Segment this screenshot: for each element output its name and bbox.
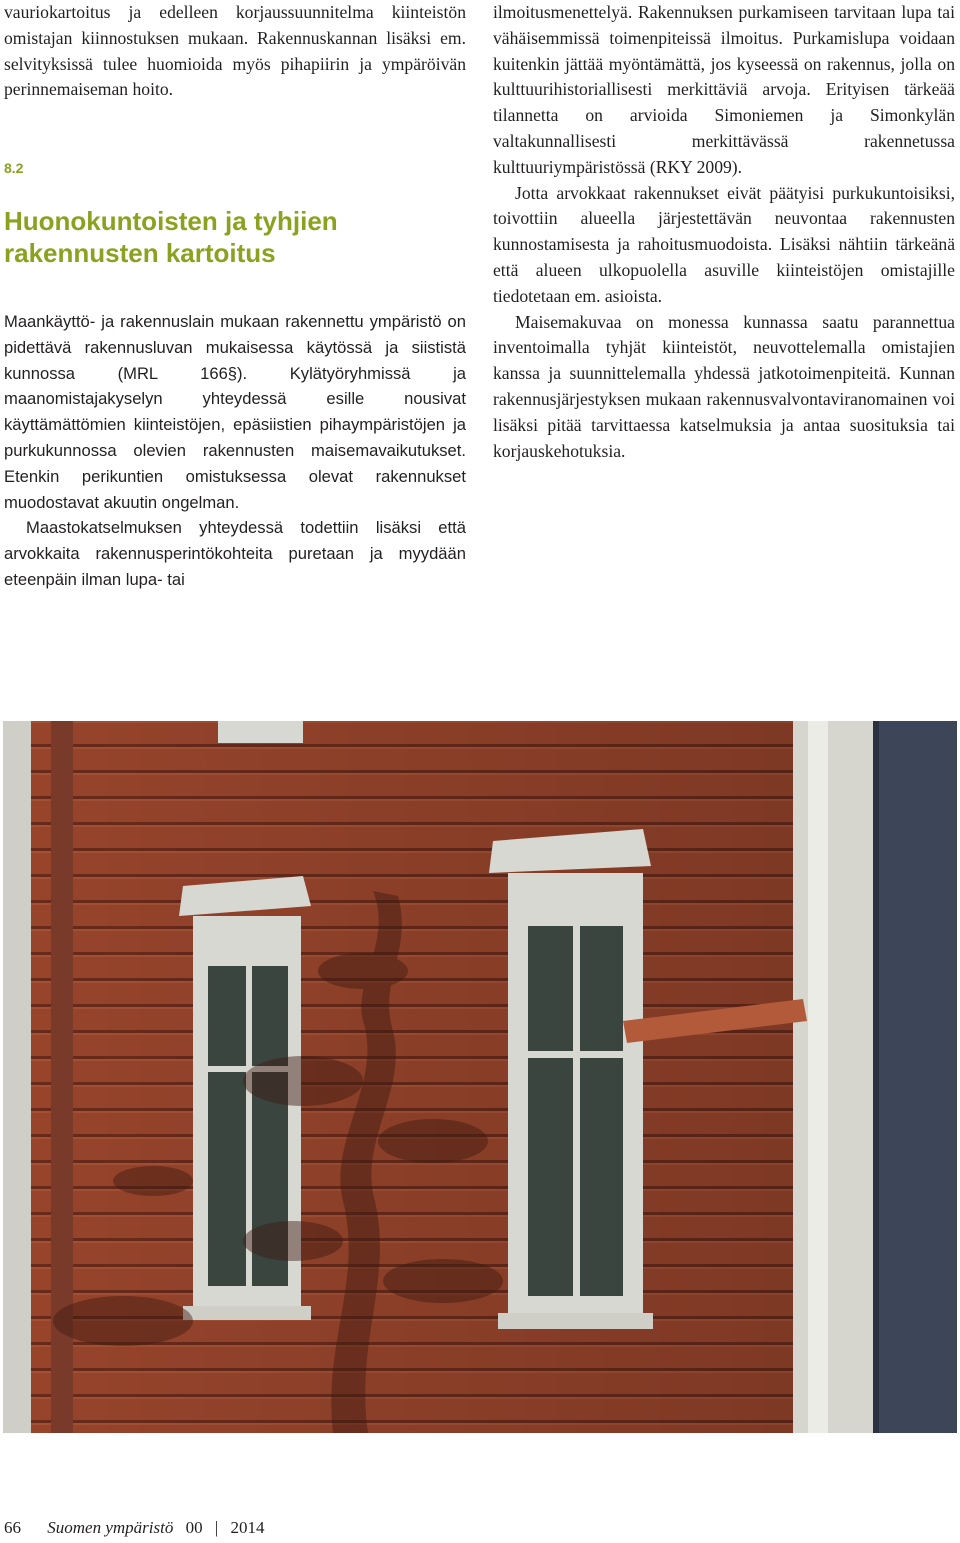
house-facade-photo	[3, 721, 957, 1433]
issue-number: 00	[185, 1518, 203, 1537]
left-column	[4, 0, 466, 103]
house-facade-illustration	[3, 721, 957, 1433]
publication-name: Suomen ympäristö	[47, 1518, 174, 1537]
left-body	[4, 309, 466, 593]
body-paragraph-2: Maastokatselmuksen yhteydessä todettiin lisäksi että arvokkaita rakennusperintökohteita puretaan ja myydään eteenpäin ilman lupa- tai	[4, 518, 466, 589]
section-title: Huonokuntoisten ja tyhjien rakennusten kartoitus	[4, 206, 338, 268]
right-paragraph-3: Maisemakuvaa on monessa kunnassa saatu parannettua inventoimalla tyhjät kiinteistöt, neuvottelemalla omistajien kanssa ja suunnittelemalla yhdessä jatkotoimenpiteitä. Kunnan rakennusjärjestyksen mukaan rakennusvalvontaviranomainen voi lisäksi pitää tarvittaessa katselmuksia ja antaa suosituksia tai korjauskehotuksia.	[493, 311, 955, 461]
window-right	[489, 829, 653, 1329]
footer-separator: |	[214, 1518, 219, 1537]
right-paragraph-1: ilmoitusmenettelyä. Rakennuksen purkamiseen tarvitaan lupa tai vähäisemmissä toimenpiteissä ilmoitus. Purkamislupa voidaan kuitenkin jättää myöntämättä, jos kyseessä on rakennus, jolla on kulttuurihistoriallisesti merkittäviä arvoja. Erityisen tärkeää tilannetta on arvioida Simoniemen ja Simonkylän valtakunnallisesti merkittävässä rakennetussa kulttuuriympäristössä (RKY 2009).	[493, 2, 955, 177]
body-paragraph-1: Maankäyttö- ja rakennuslain mukaan rakennettu ympäristö on pidettävä rakennusluvan mukaisessa käytössä ja siististä kunnossa (MRL 166§). Kylätyöryhmissä ja maanomistajakyselyn yhteydessä esille nousivat käyttämättömien kiinteistöjen, epäsiistien pihaympäristöjen ja purkukunnossa olevien rakennusten maisemavaikutukset. Etenkin perikuntien omistuksessa olevat rakennukset muodostavat akuutin ongelman.	[4, 312, 466, 512]
intro-paragraph: vauriokartoitus ja edelleen korjaussuunnitelma kiinteistön omistajan kiinnostuksen mukaan. Rakennuskannan lisäksi em. selvityksissä tulee huomioida myös pihapiirin ja ympäröivän perinnemaiseman hoito.	[4, 2, 466, 100]
section-number: 8.2	[4, 160, 24, 176]
right-column	[493, 0, 955, 464]
publication-year: 2014	[230, 1518, 265, 1537]
page-footer	[4, 1518, 264, 1538]
right-paragraph-2: Jotta arvokkaat rakennukset eivät päätyisi purkukuntoisiksi, toivottiin alueella järjestettävän neuvontaa rakennusten kunnostamisesta ja rahoitusmuodoista. Lisäksi nähtiin tärkeänä että alueen ulkopuolella asuville kiinteistöjen omistajille tiedotetaan em. asioista.	[493, 182, 955, 306]
page-number: 66	[4, 1518, 21, 1537]
